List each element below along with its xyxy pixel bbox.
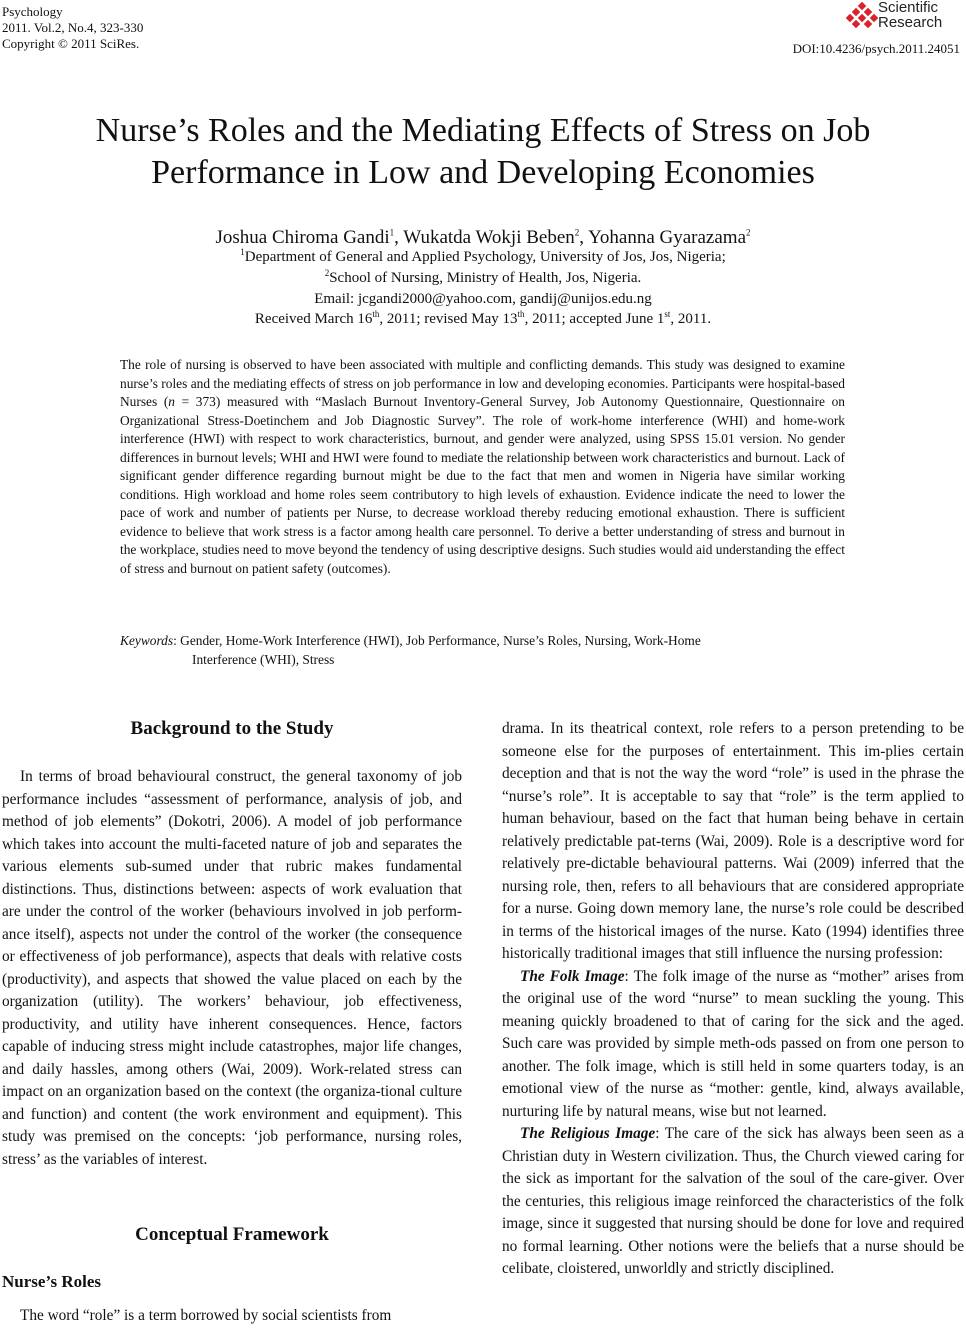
left-column xyxy=(2,766,462,1171)
author-name: , Wukatda Wokji Beben xyxy=(394,227,575,248)
folk-image-heading: The Folk Image xyxy=(520,967,625,985)
right-column xyxy=(502,718,964,1281)
keywords-label: Keywords xyxy=(120,633,174,648)
scientific-research-logo-icon xyxy=(846,2,878,32)
section-heading-conceptual-framework: Conceptual Framework xyxy=(135,1224,329,1245)
doi-link[interactable]: DOI:10.4236/psych.2011.24051 xyxy=(792,41,960,56)
folk-image-paragraph: The Folk Image: The folk image of the nurse as “mother” arises from the original use of the word “nurse” to mean suckling the young. This meaning quickly broadened to that of caring for the sick and the aged. Such care was provided by simple meth-ods passed on from one person to another. The folk image, which is still held in some quarters today, is an emotional view of the nurse as “mother: gentle, kind, always available, nurturing life by natural means, wise but not learned. xyxy=(502,967,964,1120)
religious-image-heading: The Religious Image xyxy=(520,1125,656,1142)
religious-image-paragraph: The Religious Image: The care of the sick has always been seen as a Christian duty in Western civilization. Thus, the Church viewed caring for the sick as important for the salvation of the soul of the care-giver. Over the centuries, this religious image reinforced the characteristics of the folk image, since it suggested that nursing should be done for love and required no formal learning. Other notions were the beliefs that a nurse should be celibate, cloistered, unworldly and strictly disciplined. xyxy=(502,1125,964,1277)
author-name: Joshua Chiroma Gandi xyxy=(215,227,390,248)
abstract: The role of nursing is observed to have been associated with multiple and conflicting demands. This study was designed to examine nurse’s roles and the mediating effects of stress on job performance in low and developing economies. Participants were hospital-based Nurses (n = 373) measured with “Maslach Burnout Inventory-General Survey, Job Autonomy Questionnaire, Questionnaire on Organizational Stress-Doetinchem and Job Diagnostic Survey”. The role of work-home interference (WHI) and home-work interference (HWI) with respect to work characteristics, burnout, and gender were analyzed, using SPSS 15.01 version. No gender differences in burnout levels; WHI and HWI were found to mediate the relationship between work characteristics and burnout. Lack of significant gender difference regarding burnout might be due to the fact that men and women in Nigeria have similar working conditions. High workload and home roles seem contributory to high levels of exhaustion. Evidence indicate the need to lower the pace of work and number of patients per Nurse, to decrease workload thereby reducing emotional exhaustion. There is sufficient evidence to believe that work stress is a factor among health care personnel. To derive a better understanding of stress and burnout in the workplace, studies need to move beyond the tendency of using descriptive designs. Such studies would aid understanding the effect of stress and burnout on patient safety (outcomes). xyxy=(120,357,845,576)
copyright-notice: Copyright © 2011 SciRes. xyxy=(2,36,140,51)
title-line-1: Nurse’s Roles and the Mediating Effects of Stress on Job xyxy=(95,112,871,149)
paper-title xyxy=(0,110,966,194)
received-dates: Received March 16th, 2011; revised May 13th, 2011; accepted June 1st, 2011. xyxy=(254,309,712,327)
journal-name: Psychology xyxy=(2,4,63,19)
author-list: Joshua Chiroma Gandi$^1$, Wukatda Wokji Beben$^2$, Yohanna Gyarazama$^2$ xyxy=(215,227,751,248)
affiliation-2: $^2$School of Nursing, Ministry of Health, Jos, Nigeria. xyxy=(324,268,642,286)
title-line-2: Performance in Low and Developing Economies xyxy=(151,154,815,191)
author-name: , Yohanna Gyarazama xyxy=(579,227,747,248)
publisher-logo xyxy=(844,0,964,34)
subsection-heading-nurses-roles: Nurse’s Roles xyxy=(2,1272,101,1291)
journal-header xyxy=(2,4,143,52)
affiliation-1: $^1$Department of General and Applied Psychology, University of Jos, Jos, Nigeria; xyxy=(240,247,726,265)
background-paragraph: In terms of broad behavioural construct, the general taxonomy of job performance includes “assessment of performance, analysis of job, and method of job elements” (Dokotri, 2006). A model of job performance which takes into account the multi-faceted nature of job and separates the various elements sub-sumed under that rubric makes fundamental distinctions. Thus, distinctions between: aspects of work evaluation that are under the control of the worker (behaviours involved in job perform-ance itself), aspects not under the control of the worker (the consequence or effectiveness of job performance), aspects that deals with relative costs (productivity), and aspects that showed the value placed on each by the organization (utility). The workers’ behaviour, job effectiveness, productivity, and utility have inherent consequences. Hence, factors capable of inducing stress might include catastrophes, major life changes, and daily hassles, among others (Wai, 2009). Work-related stress can impact on an organization based on the context (the organiza-tional culture and function) and content (the work environment and equipment). This study was premised on the concepts: ‘job performance, nursing roles, stress’ as the variables of interest. xyxy=(2,768,462,1168)
author-email[interactable]: Email: jcgandi2000@yahoo.com, gandij@unijos.edu.ng xyxy=(314,291,652,307)
nurses-roles-paragraph-continued: drama. In its theatrical context, role refers to a person pretending to be someone else for the purposes of entertainment. This im-plies certain deception and that is not the way the word “role” is used in the phrase the “nurse’s role”. It is acceptable to say that “role” is the term applied to human behaviour, based on the fact that human being behave in certain relatively predictable pat-terns (Wai, 2009). Role is a descriptive word for relatively pre-dictable behavioural patterns. Wai (2009) inferred that the nursing role, then, refers to all behaviours that are considered appropriate for a nurse. Going down memory lane, the nurse’s role could be described in terms of the historical images of the nurse. Kato (1994) identifies three historically traditional images that still influence the nursing profession: xyxy=(502,720,964,962)
keywords: Keywords: Gender, Home-Work Interference (HWI), Job Performance, Nurse’s Roles, Nursing, Work-Home Interference (WHI), Stress xyxy=(120,633,701,667)
volume-info: 2011. Vol.2, No.4, 323-330 xyxy=(2,20,144,35)
logo-text: Scientific Research xyxy=(878,0,943,31)
nurses-roles-paragraph-start: The word “role” is a term borrowed by social scientists from xyxy=(20,1307,392,1324)
section-heading-background: Background to the Study xyxy=(130,718,334,739)
